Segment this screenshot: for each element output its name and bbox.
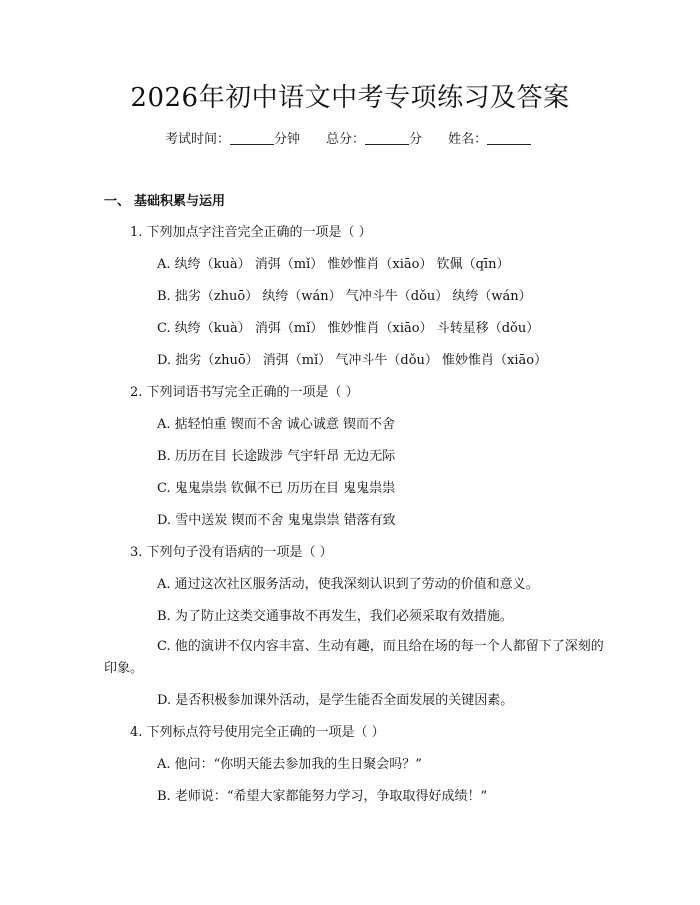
q1-option-b: B. 拙劣（zhuō） 纨绔（wán） 气冲斗牛（dǒu） 纨绔（wán） <box>157 289 532 304</box>
section-title: 基础积累与运用 <box>134 194 226 209</box>
q2-option-a: A. 掂轻怕重 锲而不舍 诚心诚意 锲而不舍 <box>157 417 396 432</box>
exam-meta-row <box>165 128 531 152</box>
question-4-stem: 4. 下列标点符号使用完全正确的一项是（ ） <box>130 725 385 740</box>
q3-option-c: C. 他的演讲不仅内容丰富、生动有趣，而且给在场的每一个人都留下了深刻的印象。 <box>104 639 604 676</box>
q2-option-c: C. 鬼鬼祟祟 钦佩不已 历历在目 鬼鬼祟祟 <box>157 481 396 496</box>
section-heading <box>104 192 225 212</box>
score-label: 总分： <box>326 132 366 147</box>
q2-option-b: B. 历历在目 长途跋涉 气宇轩昂 无边无际 <box>157 449 396 464</box>
score-blank <box>365 130 409 145</box>
time-label: 考试时间： <box>165 132 231 147</box>
question-3-stem: 3. 下列句子没有语病的一项是（ ） <box>130 545 333 560</box>
q3-option-b: B. 为了防止这类交通事故不再发生，我们必须采取有效措施。 <box>157 609 513 624</box>
q4-option-b: B. 老师说：“希望大家都能努力学习，争取取得好成绩！” <box>157 789 488 804</box>
q4-option-a: A. 他问：“你明天能去参加我的生日聚会吗？” <box>157 757 422 772</box>
name-blank <box>487 130 531 145</box>
page-title: 2026年初中语文中考专项练习及答案 <box>130 83 570 113</box>
question-1-stem: 1. 下列加点字注音完全正确的一项是（ ） <box>130 225 372 240</box>
question-2-stem: 2. 下列词语书写完全正确的一项是（ ） <box>130 385 359 400</box>
time-blank <box>230 130 274 145</box>
time-unit: 分钟 <box>274 132 301 147</box>
q1-option-d: D. 拙劣（zhuō） 消弭（mǐ） 气冲斗牛（dǒu） 惟妙惟肖（xiāo） <box>157 353 548 368</box>
q2-option-d: D. 雪中送炭 锲而不舍 鬼鬼祟祟 错落有致 <box>157 513 396 528</box>
score-unit: 分 <box>409 132 423 147</box>
q3-option-d: D. 是否积极参加课外活动，是学生能否全面发展的关键因素。 <box>157 693 514 708</box>
q1-option-c: C. 纨绔（kuà） 消弭（mǐ） 惟妙惟肖（xiāo） 斗转星移（dǒu） <box>157 321 540 336</box>
q3-option-a: A. 通过这次社区服务活动，使我深刻认识到了劳动的价值和意义。 <box>157 577 539 592</box>
section-number: 一、 <box>104 194 131 209</box>
q1-option-a: A. 纨绔（kuà） 消弭（mǐ） 惟妙惟肖（xiāo） 钦佩（qīn） <box>157 257 510 272</box>
name-label: 姓名： <box>448 132 488 147</box>
